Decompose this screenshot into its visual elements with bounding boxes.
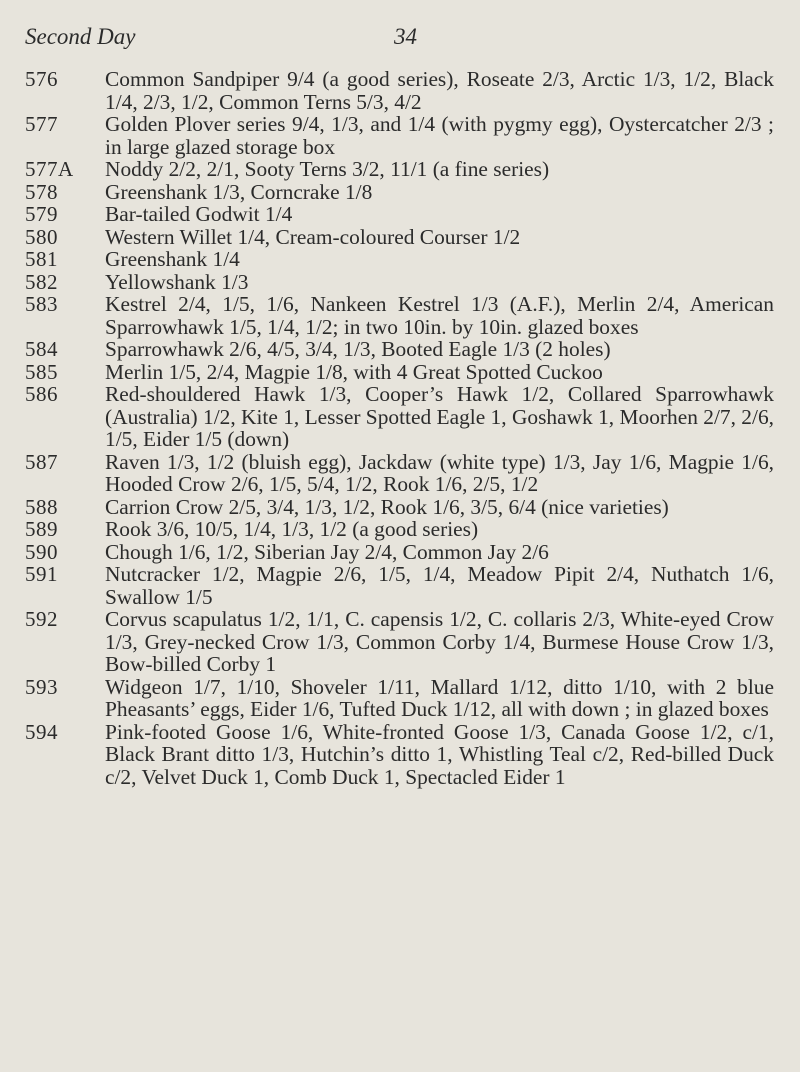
lot-description: Bar-tailed Godwit 1/4 <box>105 202 293 226</box>
lot-number: 580 <box>25 224 58 249</box>
lot-number: 590 <box>25 539 58 564</box>
lot-description: Chough 1/6, 1/2, Siberian Jay 2/4, Common Jay 2/6 <box>105 539 549 564</box>
lot-entry <box>25 676 778 721</box>
lot-number: 584 <box>25 337 58 361</box>
lot-description: Sparrowhawk 2/6, 4/5, 3/4, 1/3, Booted Eagle 1/3 (2 holes) <box>105 337 611 361</box>
lot-entry <box>25 68 778 113</box>
lot-description: Western Willet 1/4, Cream-coloured Courser 1/2 <box>105 224 521 249</box>
lot-entry <box>25 181 778 204</box>
lot-entry <box>25 451 778 496</box>
lot-number: 577 <box>25 112 58 136</box>
lot-description: Nutcracker 1/2, Magpie 2/6, 1/5, 1/4, Meadow Pipit 2/4, Nuthatch 1/6, Swallow 1/5 <box>105 562 774 609</box>
lot-description: Merlin 1/5, 2/4, Magpie 1/8, with 4 Great Spotted Cuckoo <box>105 359 603 384</box>
lot-entry <box>25 496 778 519</box>
lot-entry <box>25 563 778 608</box>
lot-number: 583 <box>25 292 58 316</box>
lot-description: Red-shouldered Hawk 1/3, Cooper’s Hawk 1/2, Collared Sparrowhawk (Australia) 1/2, Kite 1, Lesser Spotted Eagle 1, Goshawk 1, Moorhen 2/7, 2/6, 1/5, Eider 1/5 (down) <box>105 382 774 451</box>
page-number: 34 <box>394 24 417 49</box>
lot-number: 585 <box>25 359 58 384</box>
lot-number: 578 <box>25 179 58 204</box>
running-head: Second Day <box>25 24 136 49</box>
lot-entry <box>25 271 778 294</box>
lot-description: Yellowshank 1/3 <box>105 269 249 294</box>
lot-number: 581 <box>25 247 58 271</box>
lot-list <box>25 68 778 788</box>
page-header <box>25 22 778 60</box>
lot-number: 593 <box>25 674 58 699</box>
lot-number: 589 <box>25 517 58 541</box>
lot-number: 579 <box>25 202 58 226</box>
lot-entry <box>25 226 778 249</box>
lot-entry <box>25 518 778 541</box>
lot-description: Rook 3/6, 10/5, 1/4, 1/3, 1/2 (a good series) <box>105 517 479 541</box>
lot-number: 591 <box>25 562 58 586</box>
lot-description: Greenshank 1/3, Corncrake 1/8 <box>105 179 373 204</box>
lot-number: 582 <box>25 269 58 294</box>
lot-entry <box>25 293 778 338</box>
lot-entry <box>25 541 778 564</box>
lot-number: 587 <box>25 449 58 474</box>
lot-description: Greenshank 1/4 <box>105 247 240 271</box>
lot-description: Common Sandpiper 9/4 (a good series), Roseate 2/3, Arctic 1/3, 1/2, Black 1/4, 2/3, 1/2, Common Terns 5/3, 4/2 <box>105 67 774 114</box>
lot-description: Corvus scapulatus 1/2, 1/1, C. capensis 1/2, C. collaris 2/3, White-eyed Crow 1/3, Grey-necked Crow 1/3, Common Corby 1/4, Burmese House Crow 1/3, Bow-billed Corby 1 <box>105 607 774 676</box>
lot-entry <box>25 721 778 789</box>
lot-entry <box>25 248 778 271</box>
lot-entry <box>25 113 778 158</box>
lot-description: Noddy 2/2, 2/1, Sooty Terns 3/2, 11/1 (a fine series) <box>105 157 550 181</box>
lot-entry <box>25 158 778 181</box>
lot-number: 588 <box>25 494 58 519</box>
lot-number: 586 <box>25 382 58 406</box>
lot-entry <box>25 361 778 384</box>
lot-description: Kestrel 2/4, 1/5, 1/6, Nankeen Kestrel 1/3 (A.F.), Merlin 2/4, American Sparrowhawk 1/5, 1/4, 1/2; in two 10in. by 10in. glazed boxes <box>105 292 774 339</box>
lot-description: Pink-footed Goose 1/6, White-fronted Goose 1/3, Canada Goose 1/2, c/1, Black Brant ditto 1/3, Hutchin’s ditto 1, Whistling Teal c/2, Red-billed Duck c/2, Velvet Duck 1, Comb Duck 1, Spectacled Eider 1 <box>105 719 774 789</box>
lot-description: Raven 1/3, 1/2 (bluish egg), Jackdaw (white type) 1/3, Jay 1/6, Magpie 1/6, Hooded Crow 2/6, 1/5, 5/4, 1/2, Rook 1/6, 2/5, 1/2 <box>105 449 774 496</box>
lot-entry <box>25 608 778 676</box>
lot-entry <box>25 203 778 226</box>
lot-entry <box>25 338 778 361</box>
lot-number: 577A <box>25 157 74 181</box>
lot-description: Golden Plover series 9/4, 1/3, and 1/4 (with pygmy egg), Oystercatcher 2/3 ; in large glazed storage box <box>105 112 774 159</box>
lot-description: Widgeon 1/7, 1/10, Shoveler 1/11, Mallard 1/12, ditto 1/10, with 2 blue Pheasants’ eggs, Eider 1/6, Tufted Duck 1/12, all with down ; in glazed boxes <box>105 674 774 721</box>
lot-number: 576 <box>25 67 58 91</box>
lot-number: 592 <box>25 607 58 631</box>
lot-description: Carrion Crow 2/5, 3/4, 1/3, 1/2, Rook 1/6, 3/5, 6/4 (nice varieties) <box>105 494 669 519</box>
lot-number: 594 <box>25 719 58 744</box>
lot-entry <box>25 383 778 451</box>
